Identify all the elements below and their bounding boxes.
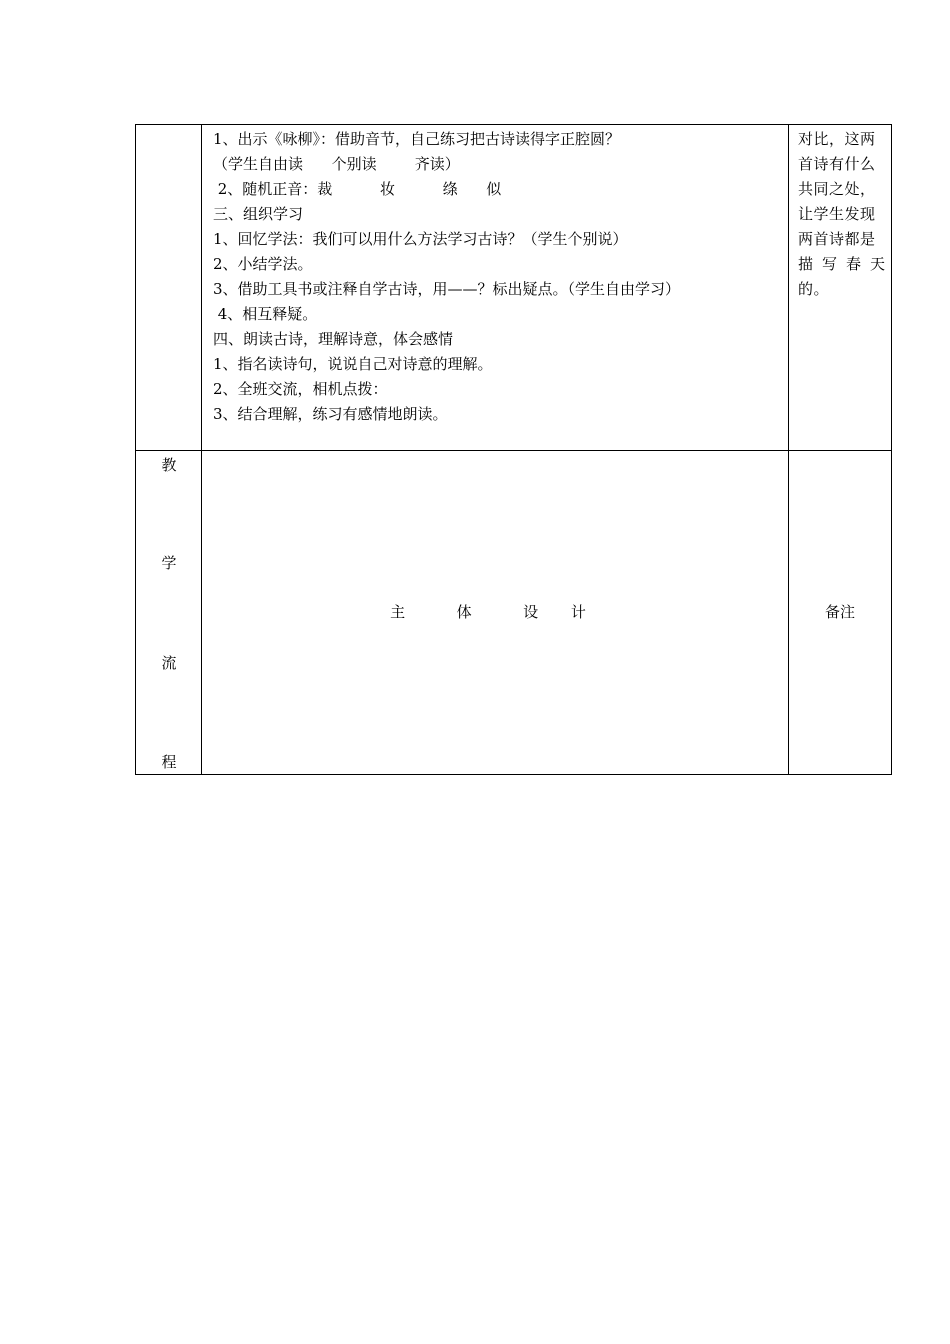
content-line-1: 1、出示《咏柳》：借助音节，自己练习把古诗读得字正腔圆？ bbox=[213, 130, 621, 148]
vertical-label-char-4: 程 bbox=[161, 753, 177, 771]
content-line-3: 2、随机正音：裁 妆 绦 似 bbox=[213, 180, 502, 198]
note-line-5: 两首诗都是 bbox=[798, 230, 876, 248]
note-cell bbox=[789, 125, 895, 451]
note-line-4: 让学生发现 bbox=[798, 205, 876, 223]
content-line-9: 四、朗读古诗，理解诗意，体会感情 bbox=[213, 330, 454, 348]
content-line-2: （学生自由读 个别读 齐读） bbox=[213, 155, 460, 173]
content-line-5: 1、回忆学法：我们可以用什么方法学习古诗？（学生个别说） bbox=[213, 230, 628, 248]
vertical-label-char-1: 教 bbox=[161, 456, 177, 474]
remark-cell bbox=[789, 451, 892, 775]
content-line-12: 3、结合理解，练习有感情地朗读。 bbox=[213, 405, 448, 423]
content-lines bbox=[202, 125, 788, 427]
content-line-6: 2、小结学法。 bbox=[213, 255, 313, 273]
lesson-plan-table bbox=[135, 124, 895, 775]
table-row-teaching-process bbox=[136, 451, 892, 775]
content-line-11: 2、全班交流，相机点拨： bbox=[213, 380, 388, 398]
vertical-label-cell bbox=[136, 451, 202, 775]
note-line-7: 的。 bbox=[798, 280, 830, 298]
remark-title: 备注 bbox=[824, 603, 855, 621]
content-cell bbox=[202, 125, 789, 451]
note-lines bbox=[789, 125, 895, 302]
note-line-1: 对比，这两 bbox=[798, 130, 876, 148]
content-line-8: 4、相互释疑。 bbox=[213, 305, 318, 323]
vertical-label-char-3: 流 bbox=[161, 654, 177, 672]
note-line-2: 首诗有什么 bbox=[798, 155, 876, 173]
vertical-label-char-2: 学 bbox=[161, 554, 177, 572]
content-line-7: 3、借助工具书或注释自学古诗，用——？标出疑点。（学生自由学习） bbox=[213, 280, 681, 298]
main-design-title: 主 体 设 计 bbox=[390, 603, 600, 621]
content-line-4: 三、组织学习 bbox=[213, 205, 304, 223]
vertical-label bbox=[136, 451, 201, 774]
left-label-cell-empty bbox=[136, 125, 202, 451]
content-line-10: 1、指名读诗句，说说自己对诗意的理解。 bbox=[213, 355, 493, 373]
note-line-6: 描写春天 bbox=[798, 255, 895, 273]
main-design-cell bbox=[202, 451, 789, 775]
table-row-teaching-content bbox=[136, 125, 892, 451]
note-line-3: 共同之处， bbox=[798, 180, 876, 198]
